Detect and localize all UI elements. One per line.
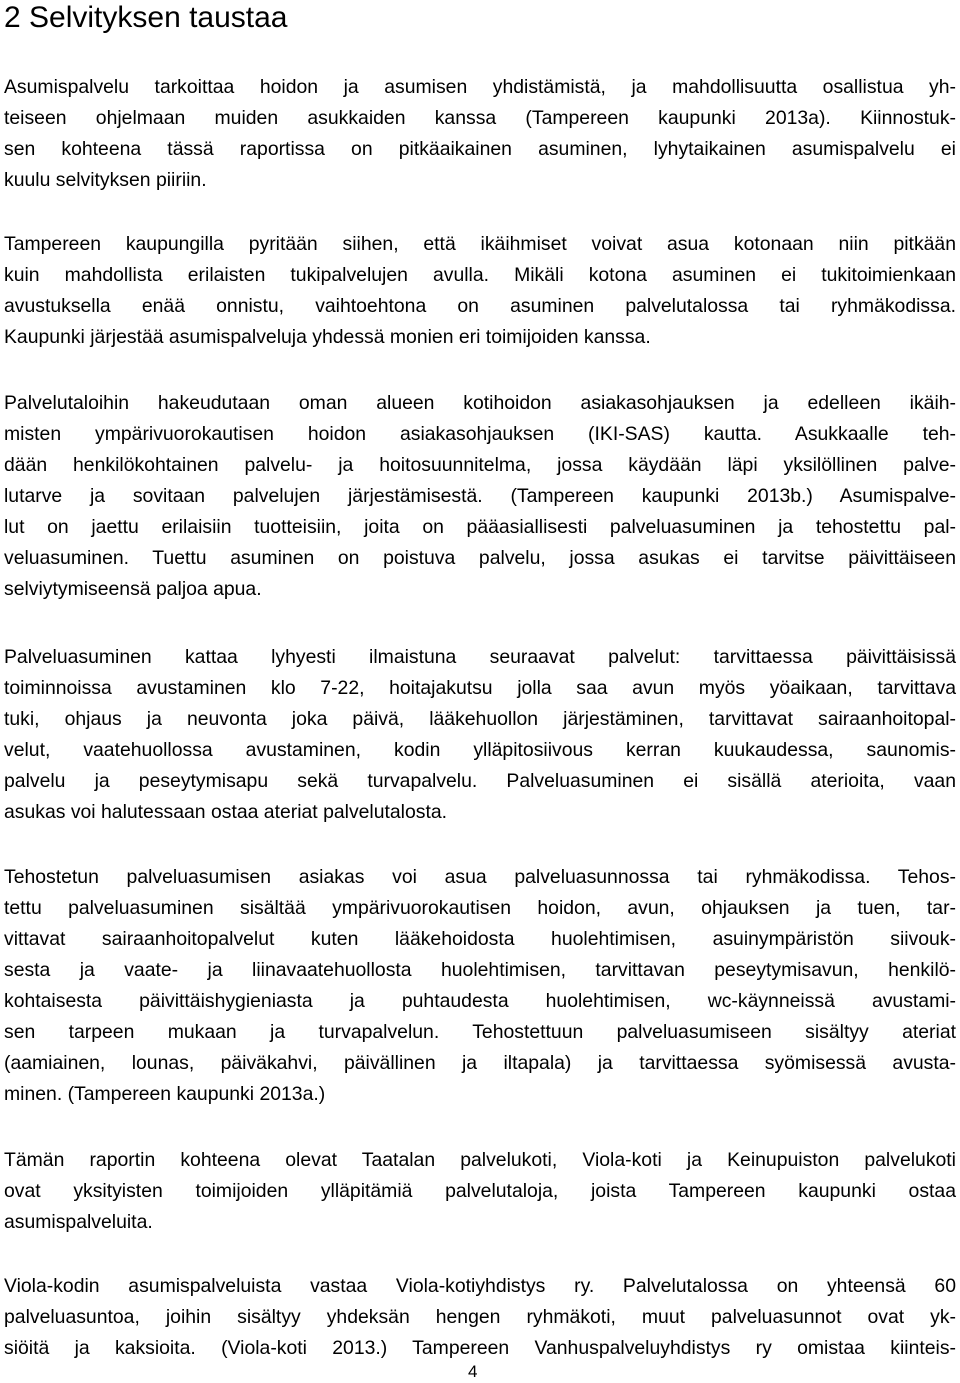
text-line: tuki, ohjaus ja neuvonta joka päivä, lääkehuollon järjestäminen, tarvittavat sairaanhoitopal- [4, 708, 956, 730]
text-line: Tampereen kaupungilla pyritään siihen, että ikäihmiset voivat asua kotonaan niin pitkään [4, 233, 956, 255]
text-line: minen. (Tampereen kaupunki 2013a.) [4, 1083, 326, 1105]
text-line: lutarve ja sovitaan palvelujen järjestämisestä. (Tampereen kaupunki 2013b.) Asumispalve- [4, 485, 956, 507]
text-line: Tämän raportin kohteena olevat Taatalan palvelukoti, Viola-koti ja Keinupuiston palvelukoti [4, 1149, 956, 1171]
text-line: Tehostetun palveluasumisen asiakas voi asua palveluasunnossa tai ryhmäkodissa. Tehos- [4, 866, 956, 888]
text-line: kuulu selvityksen piiriin. [4, 169, 207, 191]
page-number: 4 [468, 1362, 478, 1381]
text-line: Palveluasuminen kattaa lyhyesti ilmaistuna seuraavat palvelut: tarvittaessa päivittäisissä [4, 646, 956, 668]
text-line: tettu palveluasuminen sisältää ympärivuorokautisen hoidon, avun, ohjauksen ja tuen, tar- [4, 897, 956, 919]
text-line: siöitä ja kaksioita. (Viola-koti 2013.) Tampereen Vanhuspalveluyhdistys ry omistaa kiinteis- [4, 1337, 956, 1359]
text-line: Viola-kodin asumispalveluista vastaa Viola-kotiyhdistys ry. Palvelutalossa on yhteensä 60 [4, 1275, 956, 1297]
paragraph-3 [4, 388, 956, 605]
text-line: dään henkilökohtainen palvelu- ja hoitosuunnitelma, jossa käydään läpi yksilöllinen palve- [4, 454, 956, 476]
text-line: vittavat sairaanhoitopalvelut kuten lääkehoidosta huolehtimisen, asuinympäristön siivouk- [4, 928, 956, 950]
text-line: Palvelutaloihin hakeudutaan oman alueen kotihoidon asiakasohjauksen ja edelleen ikäih- [4, 392, 956, 414]
text-line: sesta ja vaate- ja liinavaatehuollosta huolehtimisen, tarvittavan peseytymisavun, henkilö- [4, 959, 956, 981]
paragraph-6 [4, 1145, 956, 1238]
text-line: veluasuminen. Tuettu asuminen on poistuva palvelu, jossa asukas ei tarvitse päivittäiseen [4, 547, 956, 569]
text-line: (aamiainen, lounas, päiväkahvi, päivällinen ja iltapala) ja tarvittaessa syömisessä avusta- [4, 1052, 956, 1074]
text-line: lut on jaettu erilaisiin tuotteisiin, joita on pääasiallisesti palveluasuminen ja tehostettu pal- [4, 516, 956, 538]
paragraph-7 [4, 1271, 956, 1364]
text-line: avustuksella enää onnistu, vaihtoehtona on asuminen palvelutalossa tai ryhmäkodissa. [4, 295, 956, 317]
text-line: sen kohteena tässä raportissa on pitkäaikainen asuminen, lyhytaikainen asumispalvelu ei [4, 138, 956, 160]
text-line: ovat yksityisten toimijoiden ylläpitämiä palvelutaloja, joista Tampereen kaupunki ostaa [4, 1180, 956, 1202]
text-line: toiminnoissa avustaminen klo 7-22, hoitajakutsu jolla saa avun myös yöaikaan, tarvittava [4, 677, 956, 699]
paragraph-1 [4, 72, 956, 196]
text-line: asukas voi halutessaan ostaa ateriat palvelutalosta. [4, 801, 448, 823]
section-heading: 2 Selvityksen taustaa [4, 1, 288, 34]
text-line: asumispalveluita. [4, 1211, 153, 1233]
text-line: misten ympärivuorokautisen hoidon asiakasohjauksen (IKI-SAS) kautta. Asukkaalle teh- [4, 423, 956, 445]
text-line: palvelu ja peseytymisapu sekä turvapalvelu. Palveluasuminen ei sisällä aterioita, vaan [4, 770, 956, 792]
text-line: velut, vaatehuollossa avustaminen, kodin ylläpitosiivous kerran kuukaudessa, saunomis- [4, 739, 956, 761]
text-line: palveluasuntoa, joihin sisältyy yhdeksän hengen ryhmäkoti, muut palveluasunnot ovat yk- [4, 1306, 956, 1328]
text-line: kohtaisesta päivittäishygieniasta ja puhtaudesta huolehtimisen, wc-käynneissä avustami- [4, 990, 956, 1012]
text-line: kuin mahdollista erilaisten tukipalvelujen avulla. Mikäli kotona asuminen ei tukitoimienkaan [4, 264, 956, 286]
text-line: teiseen ohjelmaan muiden asukkaiden kanssa (Tampereen kaupunki 2013a). Kiinnostuk- [4, 107, 956, 129]
paragraph-2 [4, 229, 956, 353]
text-line: sen tarpeen mukaan ja turvapalvelun. Tehostettuun palveluasumiseen sisältyy ateriat [4, 1021, 956, 1043]
text-line: selviytymiseensä paljoa apua. [4, 578, 262, 600]
text-line: Asumispalvelu tarkoittaa hoidon ja asumisen yhdistämistä, ja mahdollisuutta osallistua yh- [4, 76, 956, 98]
paragraph-4 [4, 642, 956, 828]
text-line: Kaupunki järjestää asumispalveluja yhdessä monien eri toimijoiden kanssa. [4, 326, 651, 348]
paragraph-5 [4, 862, 956, 1110]
